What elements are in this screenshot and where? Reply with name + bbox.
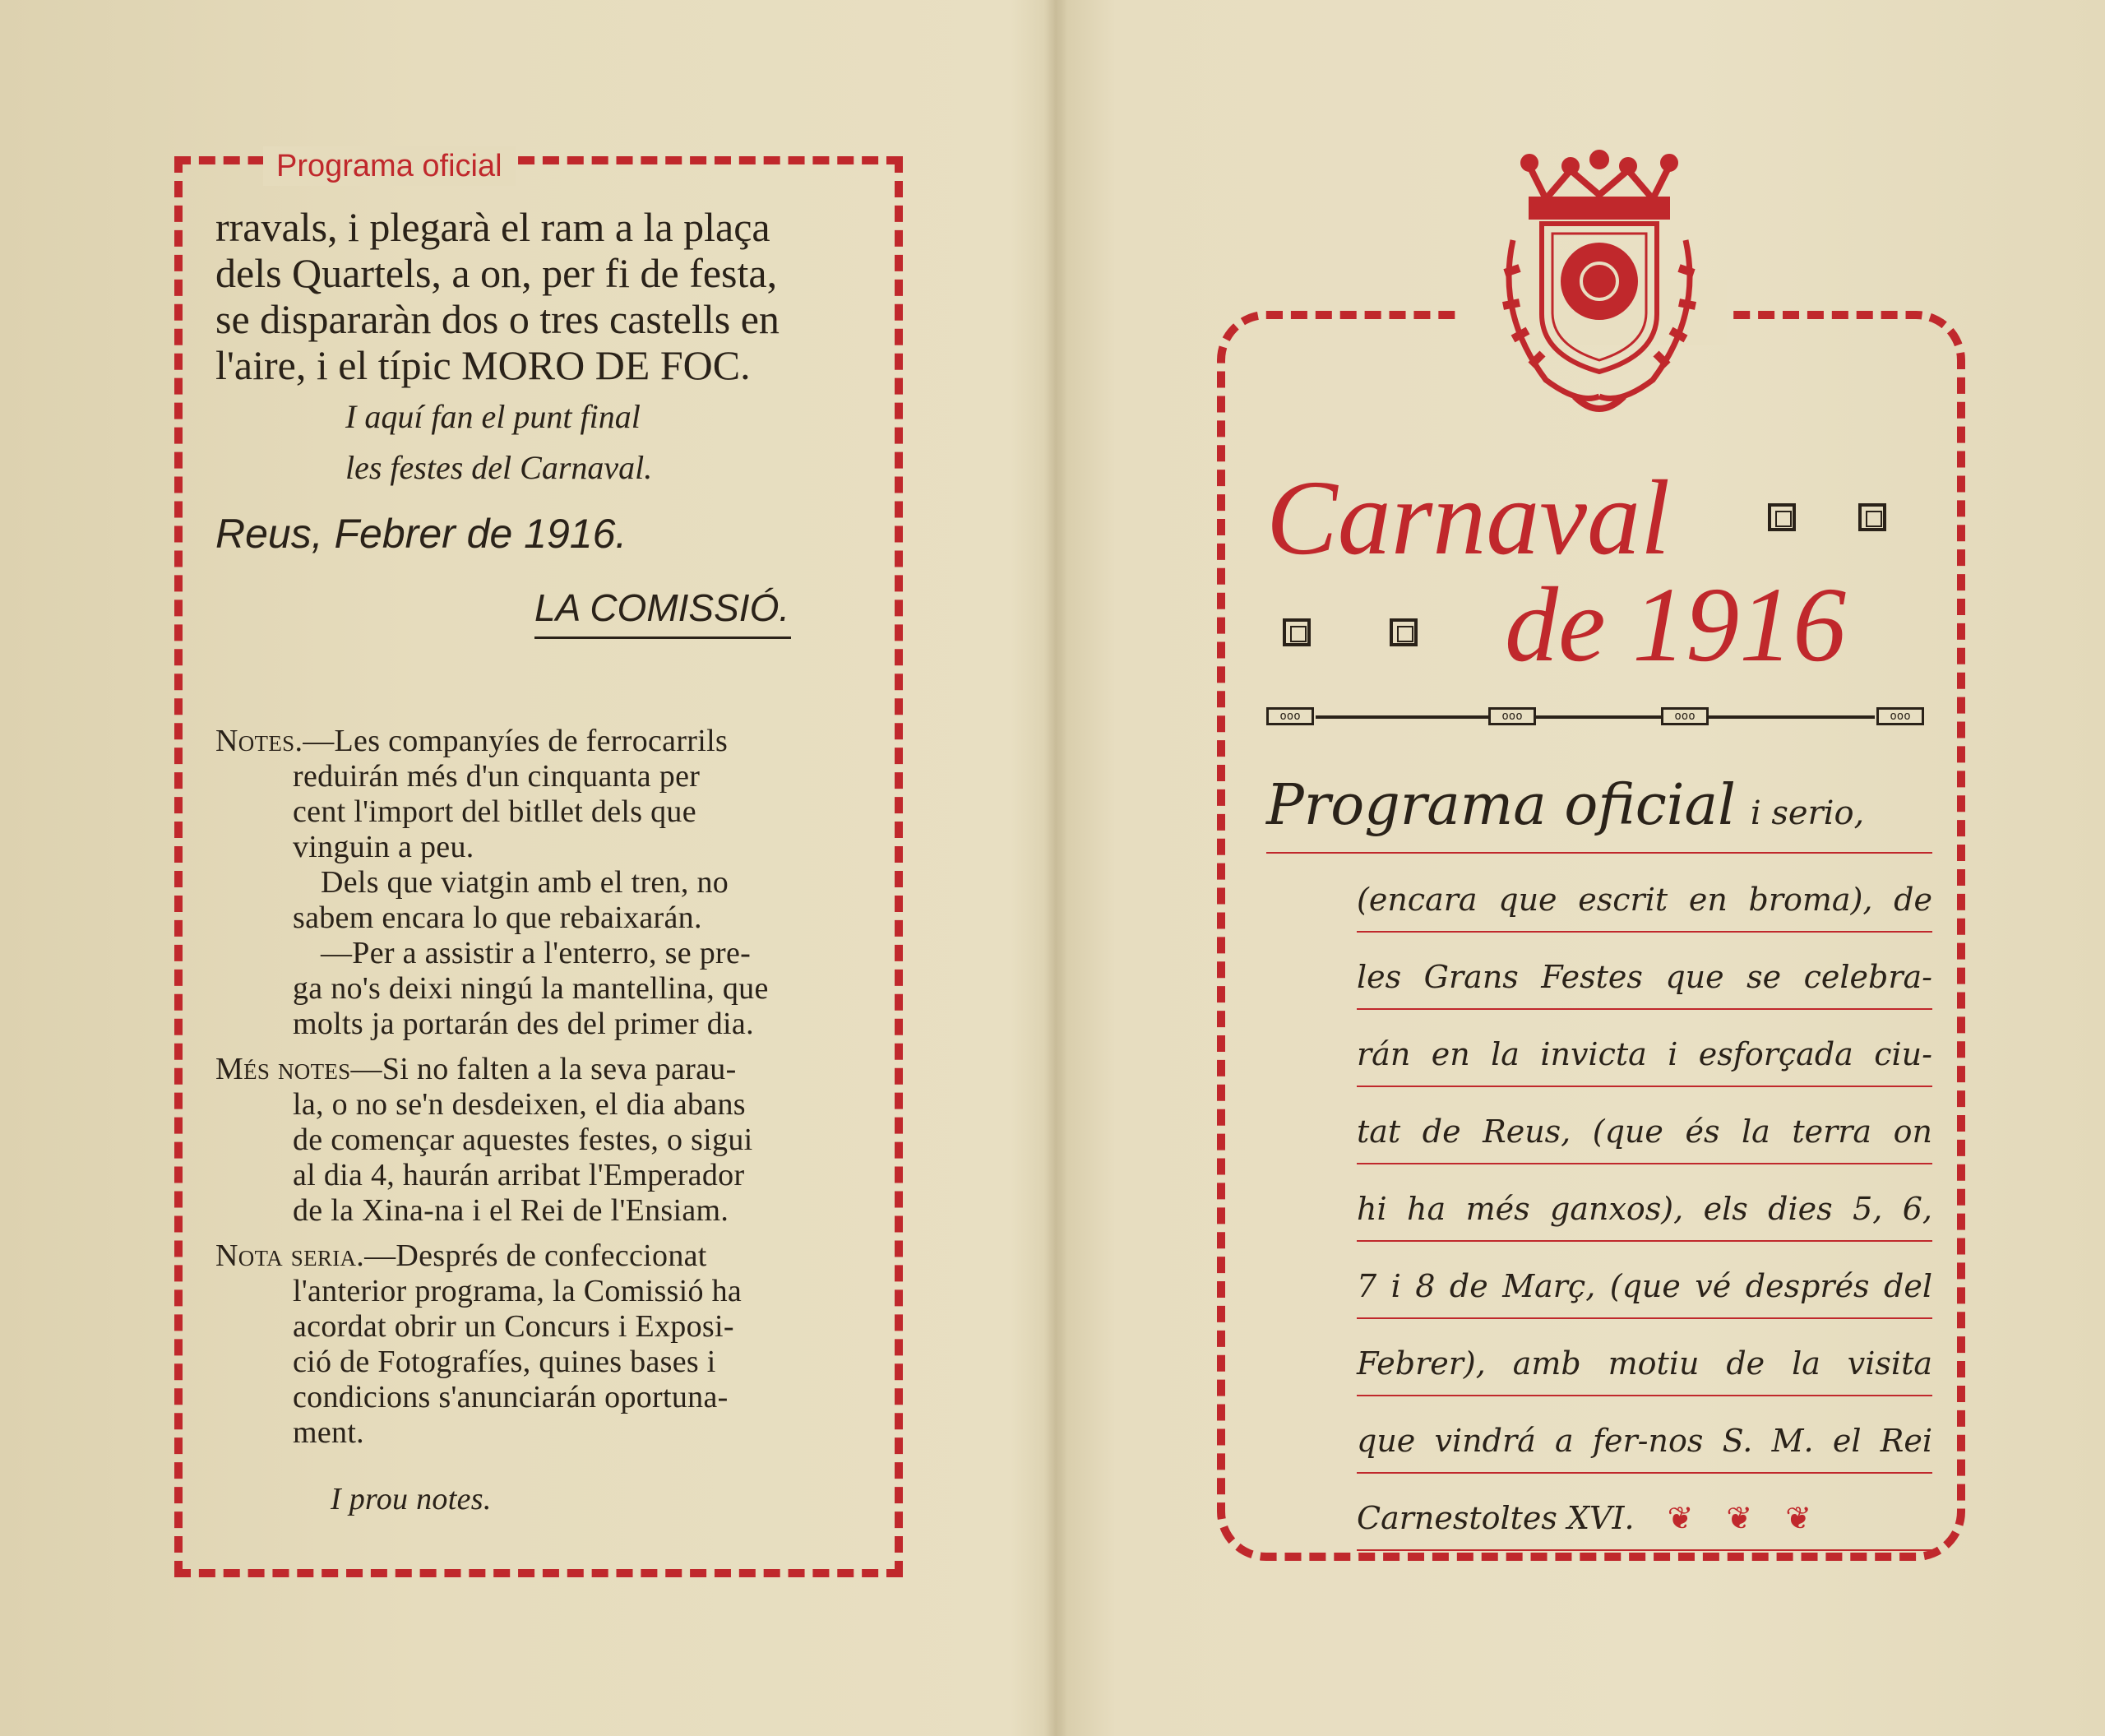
note-line: condicions s'anunciarán oportuna-: [293, 1380, 729, 1414]
note-line: Dels que viatgin amb el tren, no: [321, 865, 729, 900]
rule-line: [1316, 715, 1875, 719]
left-header-label: Programa oficial: [263, 146, 516, 186]
note-line: —Per a assistir a l'enterro, se pre-: [321, 936, 752, 970]
rule-tag: ooo: [1876, 707, 1924, 725]
note-line: reduirán més d'un cinquanta per: [293, 759, 701, 794]
note-line: —Les companyíes de ferrocarrils: [303, 724, 729, 758]
program-heading-main: Programa oficial: [1266, 773, 1736, 838]
rule-tag: ooo: [1488, 707, 1536, 725]
note-lead: Notes.: [215, 724, 303, 758]
closing-verse: [345, 391, 652, 493]
note-block: [215, 1238, 873, 1451]
title-year: de 1916: [1505, 566, 1847, 684]
opening-paragraph: [215, 204, 873, 388]
program-line: Febrer), amb motiu de la visita: [1357, 1319, 1932, 1396]
note-lead: Nota seria.: [215, 1238, 365, 1273]
note-line: ment.: [293, 1415, 364, 1450]
square-ornament-icon: [1858, 503, 1886, 531]
leaf-ornament-icon: ❦❦❦: [1667, 1500, 1845, 1536]
signature: LA COMISSIÓ.: [534, 586, 791, 639]
rule-tag: ooo: [1661, 707, 1709, 725]
notes-section: [215, 724, 873, 1549]
rule-tag: ooo: [1266, 707, 1314, 725]
program-line: les Grans Festes que se celebra-: [1357, 933, 1932, 1010]
title-carnaval: Carnaval: [1266, 459, 1671, 577]
ornamental-rule: [1266, 707, 1924, 727]
note-line: la, o no se'n desdeixen, el dia abans: [293, 1087, 746, 1122]
heading-underline: [1266, 852, 1932, 854]
note-block: [215, 1052, 873, 1229]
note-line: cent l'import del bitllet dels que: [293, 794, 696, 829]
note-line: —Després de confeccionat: [364, 1238, 707, 1273]
note-line: acordat obrir un Concurs i Exposi-: [293, 1309, 734, 1344]
note-line: ció de Fotografíes, quines bases i: [293, 1345, 716, 1379]
place-date: Reus, Febrer de 1916.: [215, 511, 627, 557]
note-lead: Més notes: [215, 1052, 351, 1086]
note-line: molts ja portarán des del primer dia.: [293, 1007, 754, 1041]
note-line: vinguin a peu.: [293, 830, 474, 864]
paragraph-line: se dispararàn dos o tres castells en: [215, 296, 780, 342]
program-line: 7 i 8 de Març, (que vé després del: [1357, 1242, 1932, 1319]
verse-line: I aquí fan el punt final: [345, 398, 641, 435]
note-line: sabem encara lo que rebaixarán.: [293, 900, 702, 935]
note-line: al dia 4, haurán arribat l'Emperador: [293, 1158, 745, 1192]
note-block: [215, 724, 873, 1042]
program-line: [1357, 1474, 1932, 1551]
program-line: rán en la invicta i esforçada ciu-: [1357, 1010, 1932, 1087]
verse-line: les festes del Carnaval.: [345, 449, 653, 486]
paragraph-line: dels Quartels, a on, per fi de festa,: [215, 250, 778, 296]
program-line: hi ha més ganxos), els dies 5, 6,: [1357, 1164, 1932, 1242]
note-line: l'anterior programa, la Comissió ha: [293, 1274, 743, 1308]
program-last-text: Carnestoltes XVI.: [1357, 1500, 1635, 1536]
square-ornament-icon: [1283, 618, 1311, 646]
program-heading: [1266, 773, 1932, 838]
fold-crease: [1044, 0, 1067, 1736]
paragraph-line: rravals, i plegarà el ram a la plaça: [215, 204, 770, 250]
note-line: de començar aquestes festes, o sigui: [293, 1123, 753, 1157]
closing-note: I prou notes.: [331, 1482, 492, 1516]
paragraph-line: l'aire, i el típic MORO DE FOC.: [215, 342, 751, 388]
program-line: (encara que escrit en broma), de: [1357, 855, 1932, 933]
program-text: [1357, 855, 1932, 1551]
program-line: que vindrá a fer-nos S. M. el Rei: [1357, 1396, 1932, 1474]
note-line: ga no's deixi ningú la mantellina, que: [293, 971, 769, 1006]
program-heading-small: i serio,: [1750, 794, 1865, 832]
note-line: de la Xina-na i el Rei de l'Ensiam.: [293, 1193, 729, 1228]
square-ornament-icon: [1768, 503, 1796, 531]
program-line: tat de Reus, (que és la terra on: [1357, 1087, 1932, 1164]
coat-of-arms-icon: [1480, 150, 1719, 421]
note-line: —Si no falten a la seva parau-: [350, 1052, 737, 1086]
square-ornament-icon: [1390, 618, 1418, 646]
